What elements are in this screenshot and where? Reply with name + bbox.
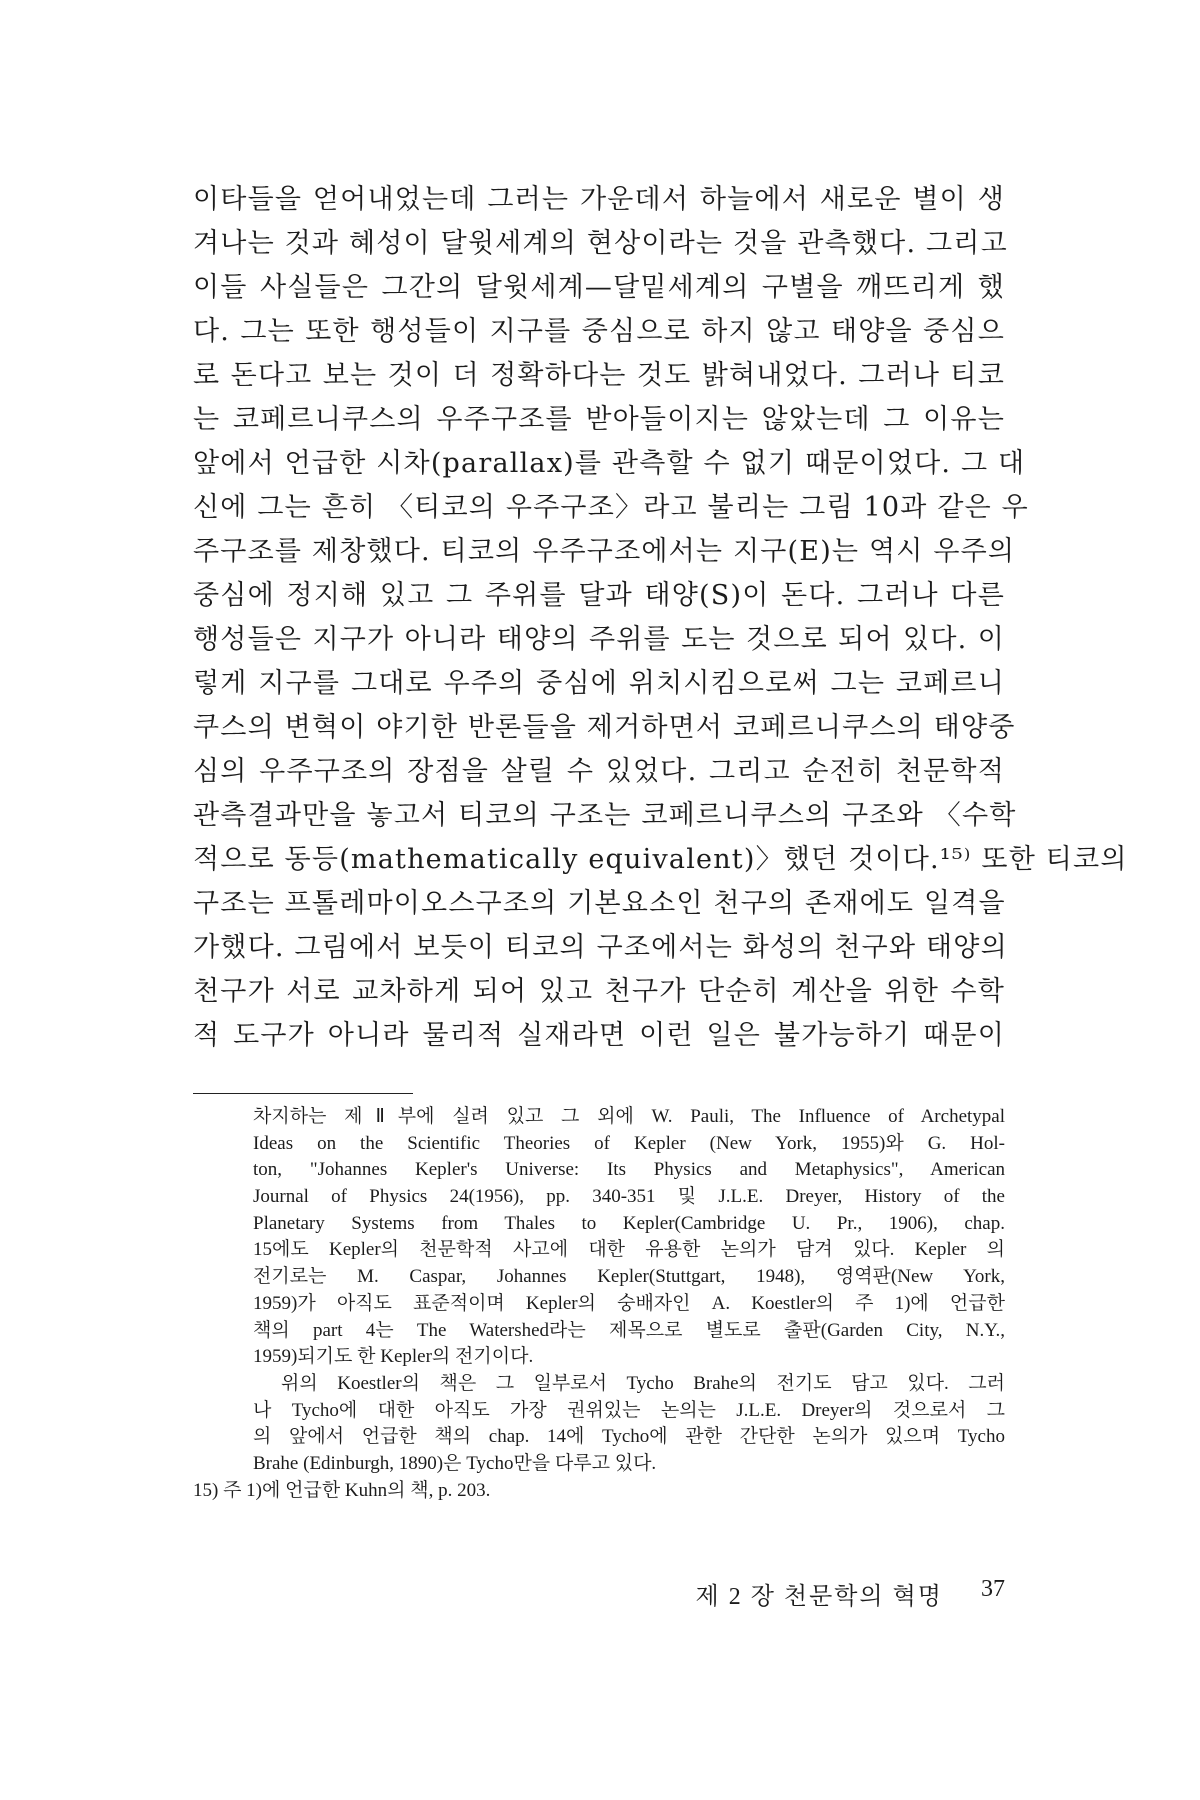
footnote-line: Planetary Systems from Thales to Kepler(Cambridge U. Pr., 1906), chap. — [253, 1212, 1005, 1234]
running-head: 제 2 장 천문학의 혁명 — [695, 1584, 943, 1610]
footnote-line: 1959)되기도 한 Kepler의 전기이다. — [253, 1346, 534, 1368]
footnote-line: 위의 Koestler의 책은 그 일부로서 Tycho Brahe의 전기도 담고 있다. 그러 — [281, 1372, 1005, 1394]
body-line: 렇게 지구를 그대로 우주의 중심에 위치시킴으로써 그는 코페르니 — [193, 668, 1005, 699]
footnote-divider — [193, 1093, 413, 1094]
footnotes — [193, 1104, 1005, 1504]
body-line: 가했다. 그림에서 보듯이 티코의 구조에서는 화성의 천구와 태양의 — [193, 932, 1008, 963]
body-line: 는 코페르니쿠스의 우주구조를 받아들이지는 않았는데 그 이유는 — [193, 404, 1005, 435]
body-line: 구조는 프톨레마이오스구조의 기본요소인 천구의 존재에도 일격을 — [193, 888, 1006, 919]
footnote-line: Brahe (Edinburgh, 1890)은 Tycho만을 다루고 있다. — [253, 1452, 657, 1474]
footnote-line: Ideas on the Scientific Theories of Kepler (New York, 1955)와 G. Hol- — [253, 1132, 1005, 1154]
footnote-15: 15) 주 1)에 언급한 Kuhn의 책, p. 203. — [193, 1479, 491, 1501]
footnote-line: 차지하는 제Ⅱ부에 실려 있고 그 외에 W. Pauli, The Influence of Archetypal — [253, 1106, 1005, 1127]
page-footer — [193, 1576, 1005, 1616]
body-line: 로 돈다고 보는 것이 더 정확하다는 것도 밝혀내었다. 그러나 티코 — [193, 360, 1005, 391]
footnote-line: 15에도 Kepler의 천문학적 사고에 대한 유용한 논의가 담겨 있다. Kepler 의 — [253, 1239, 1005, 1261]
body-line: 다. 그는 또한 행성들이 지구를 중심으로 하지 않고 태양을 중심으 — [193, 316, 1005, 347]
footnote-line: 책의 part 4는 The Watershed라는 제목으로 별도로 출판(Garden City, N.Y., — [253, 1319, 1005, 1341]
page-number: 37 — [981, 1576, 1005, 1602]
footnote-line: 1959)가 아직도 표준적이며 Kepler의 숭배자인 A. Koestler의 주 1)에 언급한 — [253, 1292, 1005, 1314]
body-line: 이타들을 얻어내었는데 그러는 가운데서 하늘에서 새로운 별이 생 — [193, 184, 1005, 215]
body-line: 이들 사실들은 그간의 달윗세계—달밑세계의 구별을 깨뜨리게 했 — [193, 272, 1005, 303]
footnote-line: 전기로는 M. Caspar, Johannes Kepler(Stuttgart, 1948), 영역판(New York, — [253, 1266, 1005, 1288]
body-line: 적으로 동등(mathematically equivalent)〉했던 것이다.¹⁵⁾ 또한 티코의 — [193, 844, 1128, 875]
body-line: 쿠스의 변혁이 야기한 반론들을 제거하면서 코페르니쿠스의 태양중 — [193, 712, 1016, 743]
body-line: 관측결과만을 놓고서 티코의 구조는 코페르니쿠스의 구조와 〈수학 — [193, 800, 1017, 831]
body-line: 중심에 정지해 있고 그 주위를 달과 태양(S)이 돈다. 그러나 다른 — [193, 580, 1005, 611]
body-line: 행성들은 지구가 아니라 태양의 주위를 도는 것으로 되어 있다. 이 — [193, 624, 1005, 655]
body-line: 심의 우주구조의 장점을 살릴 수 있었다. 그리고 순전히 천문학적 — [193, 756, 1005, 787]
footnote-line: 나 Tycho에 대한 아직도 가장 권위있는 논의는 J.L.E. Dreyer의 것으로서 그 — [253, 1399, 1005, 1421]
body-line: 주구조를 제창했다. 티코의 우주구조에서는 지구(E)는 역시 우주의 — [193, 536, 1016, 567]
body-text — [193, 178, 1128, 1058]
body-line: 천구가 서로 교차하게 되어 있고 천구가 단순히 계산을 위한 수학 — [193, 976, 1005, 1007]
footnote-line: Journal of Physics 24(1956), pp. 340-351 및 J.L.E. Dreyer, History of the — [253, 1186, 1005, 1208]
footnote-line: ton, "Johannes Kepler's Universe: Its Physics and Metaphysics", American — [253, 1159, 1005, 1181]
body-line: 겨나는 것과 혜성이 달윗세계의 현상이라는 것을 관측했다. 그리고 — [193, 228, 1008, 259]
body-line: 적 도구가 아니라 물리적 실재라면 이런 일은 불가능하기 때문이 — [193, 1020, 1005, 1051]
body-line: 신에 그는 흔히 〈티코의 우주구조〉라고 불리는 그림 10과 같은 우 — [193, 492, 1029, 523]
body-line: 앞에서 언급한 시차(parallax)를 관측할 수 없기 때문이었다. 그 대 — [193, 448, 1026, 479]
footnote-line: 의 앞에서 언급한 책의 chap. 14에 Tycho에 관한 간단한 논의가 있으며 Tycho — [253, 1426, 1005, 1448]
